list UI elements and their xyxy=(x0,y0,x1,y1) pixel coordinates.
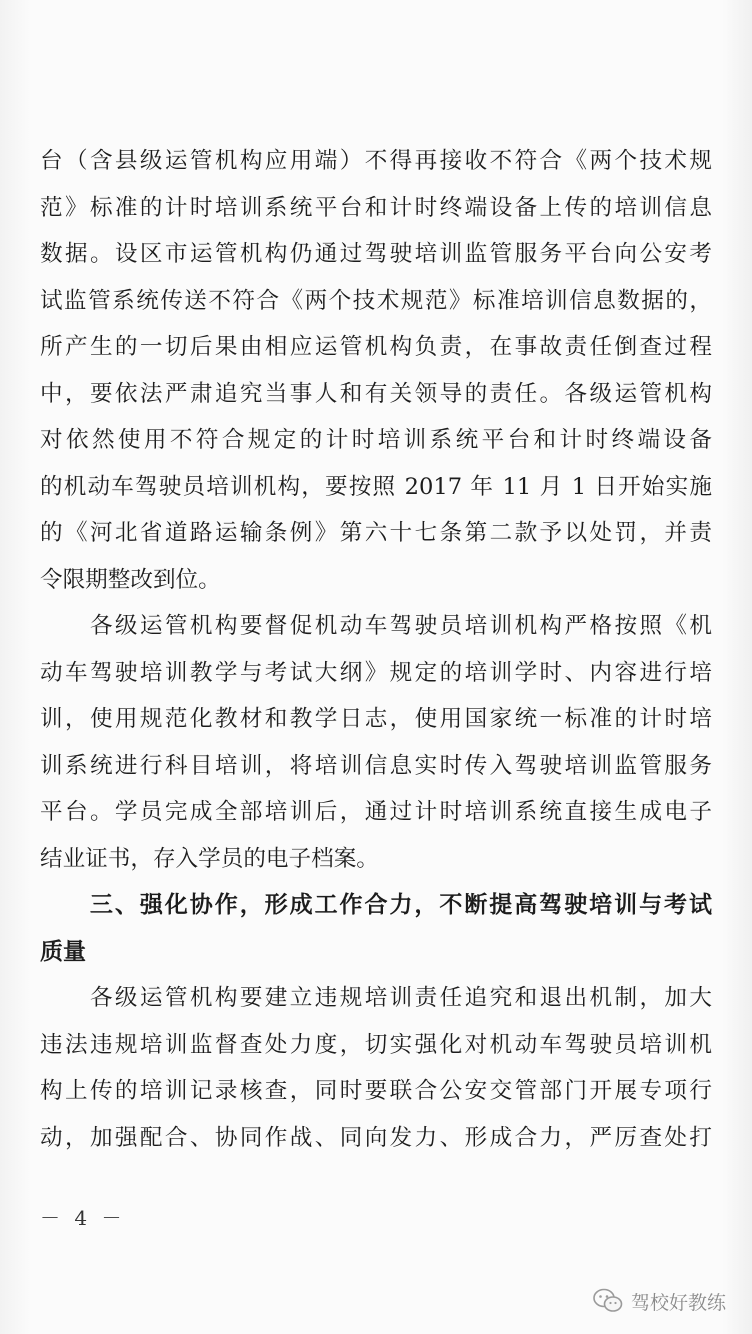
text-line: 数据。设区市运管机构仍通过驾驶培训监管服务平台向公安考 xyxy=(40,241,712,267)
text-line: 各级运管机构要督促机动车驾驶员培训机构严格按照《机 xyxy=(40,613,712,639)
section-heading: 三、强化协作，形成工作合力，不断提高驾驶培训与考试 xyxy=(40,892,712,918)
text-line: 训系统进行科目培训，将培训信息实时传入驾驶培训监管服务 xyxy=(40,753,712,779)
text-line: 对依然使用不符合规定的计时培训系统平台和计时终端设备 xyxy=(40,427,712,453)
watermark-text: 驾校好教练 xyxy=(630,1291,726,1314)
text-line: 动车驾驶培训教学与考试大纲》规定的培训学时、内容进行培 xyxy=(40,660,712,686)
text-line: 违法违规培训监督查处力度，切实强化对机动车驾驶员培训机 xyxy=(40,1032,712,1058)
watermark xyxy=(593,1286,726,1316)
wechat-icon xyxy=(593,1288,623,1314)
text-line: 台（含县级运管机构应用端）不得再接收不符合《两个技术规 xyxy=(40,148,712,174)
page-number: － 4 － xyxy=(40,1206,126,1230)
text-line: 令限期整改到位。 xyxy=(40,567,221,593)
text-line: 动，加强配合、协同作战、同向发力、形成合力，严厉查处打 xyxy=(40,1125,712,1151)
section-heading: 质量 xyxy=(40,939,86,965)
text-line: 平台。学员完成全部培训后，通过计时培训系统直接生成电子 xyxy=(40,799,712,825)
text-line: 所产生的一切后果由相应运管机构负责，在事故责任倒查过程 xyxy=(40,334,712,360)
text-line: 的机动车驾驶员培训机构，要按照 2017 年 11 月 1 日开始实施 xyxy=(40,474,712,500)
text-line: 范》标准的计时培训系统平台和计时终端设备上传的培训信息 xyxy=(40,195,712,221)
text-line: 各级运管机构要建立违规培训责任追究和退出机制，加大 xyxy=(40,985,712,1011)
text-line: 训，使用规范化教材和教学日志，使用国家统一标准的计时培 xyxy=(40,706,712,732)
text-line: 结业证书，存入学员的电子档案。 xyxy=(40,846,379,872)
text-line: 的《河北省道路运输条例》第六十七条第二款予以处罚，并责 xyxy=(40,520,712,546)
text-line: 中，要依法严肃追究当事人和有关领导的责任。各级运管机构 xyxy=(40,381,712,407)
text-line: 试监管系统传送不符合《两个技术规范》标准培训信息数据的， xyxy=(40,288,712,314)
text-line: 构上传的培训记录核查，同时要联合公安交管部门开展专项行 xyxy=(40,1078,712,1104)
